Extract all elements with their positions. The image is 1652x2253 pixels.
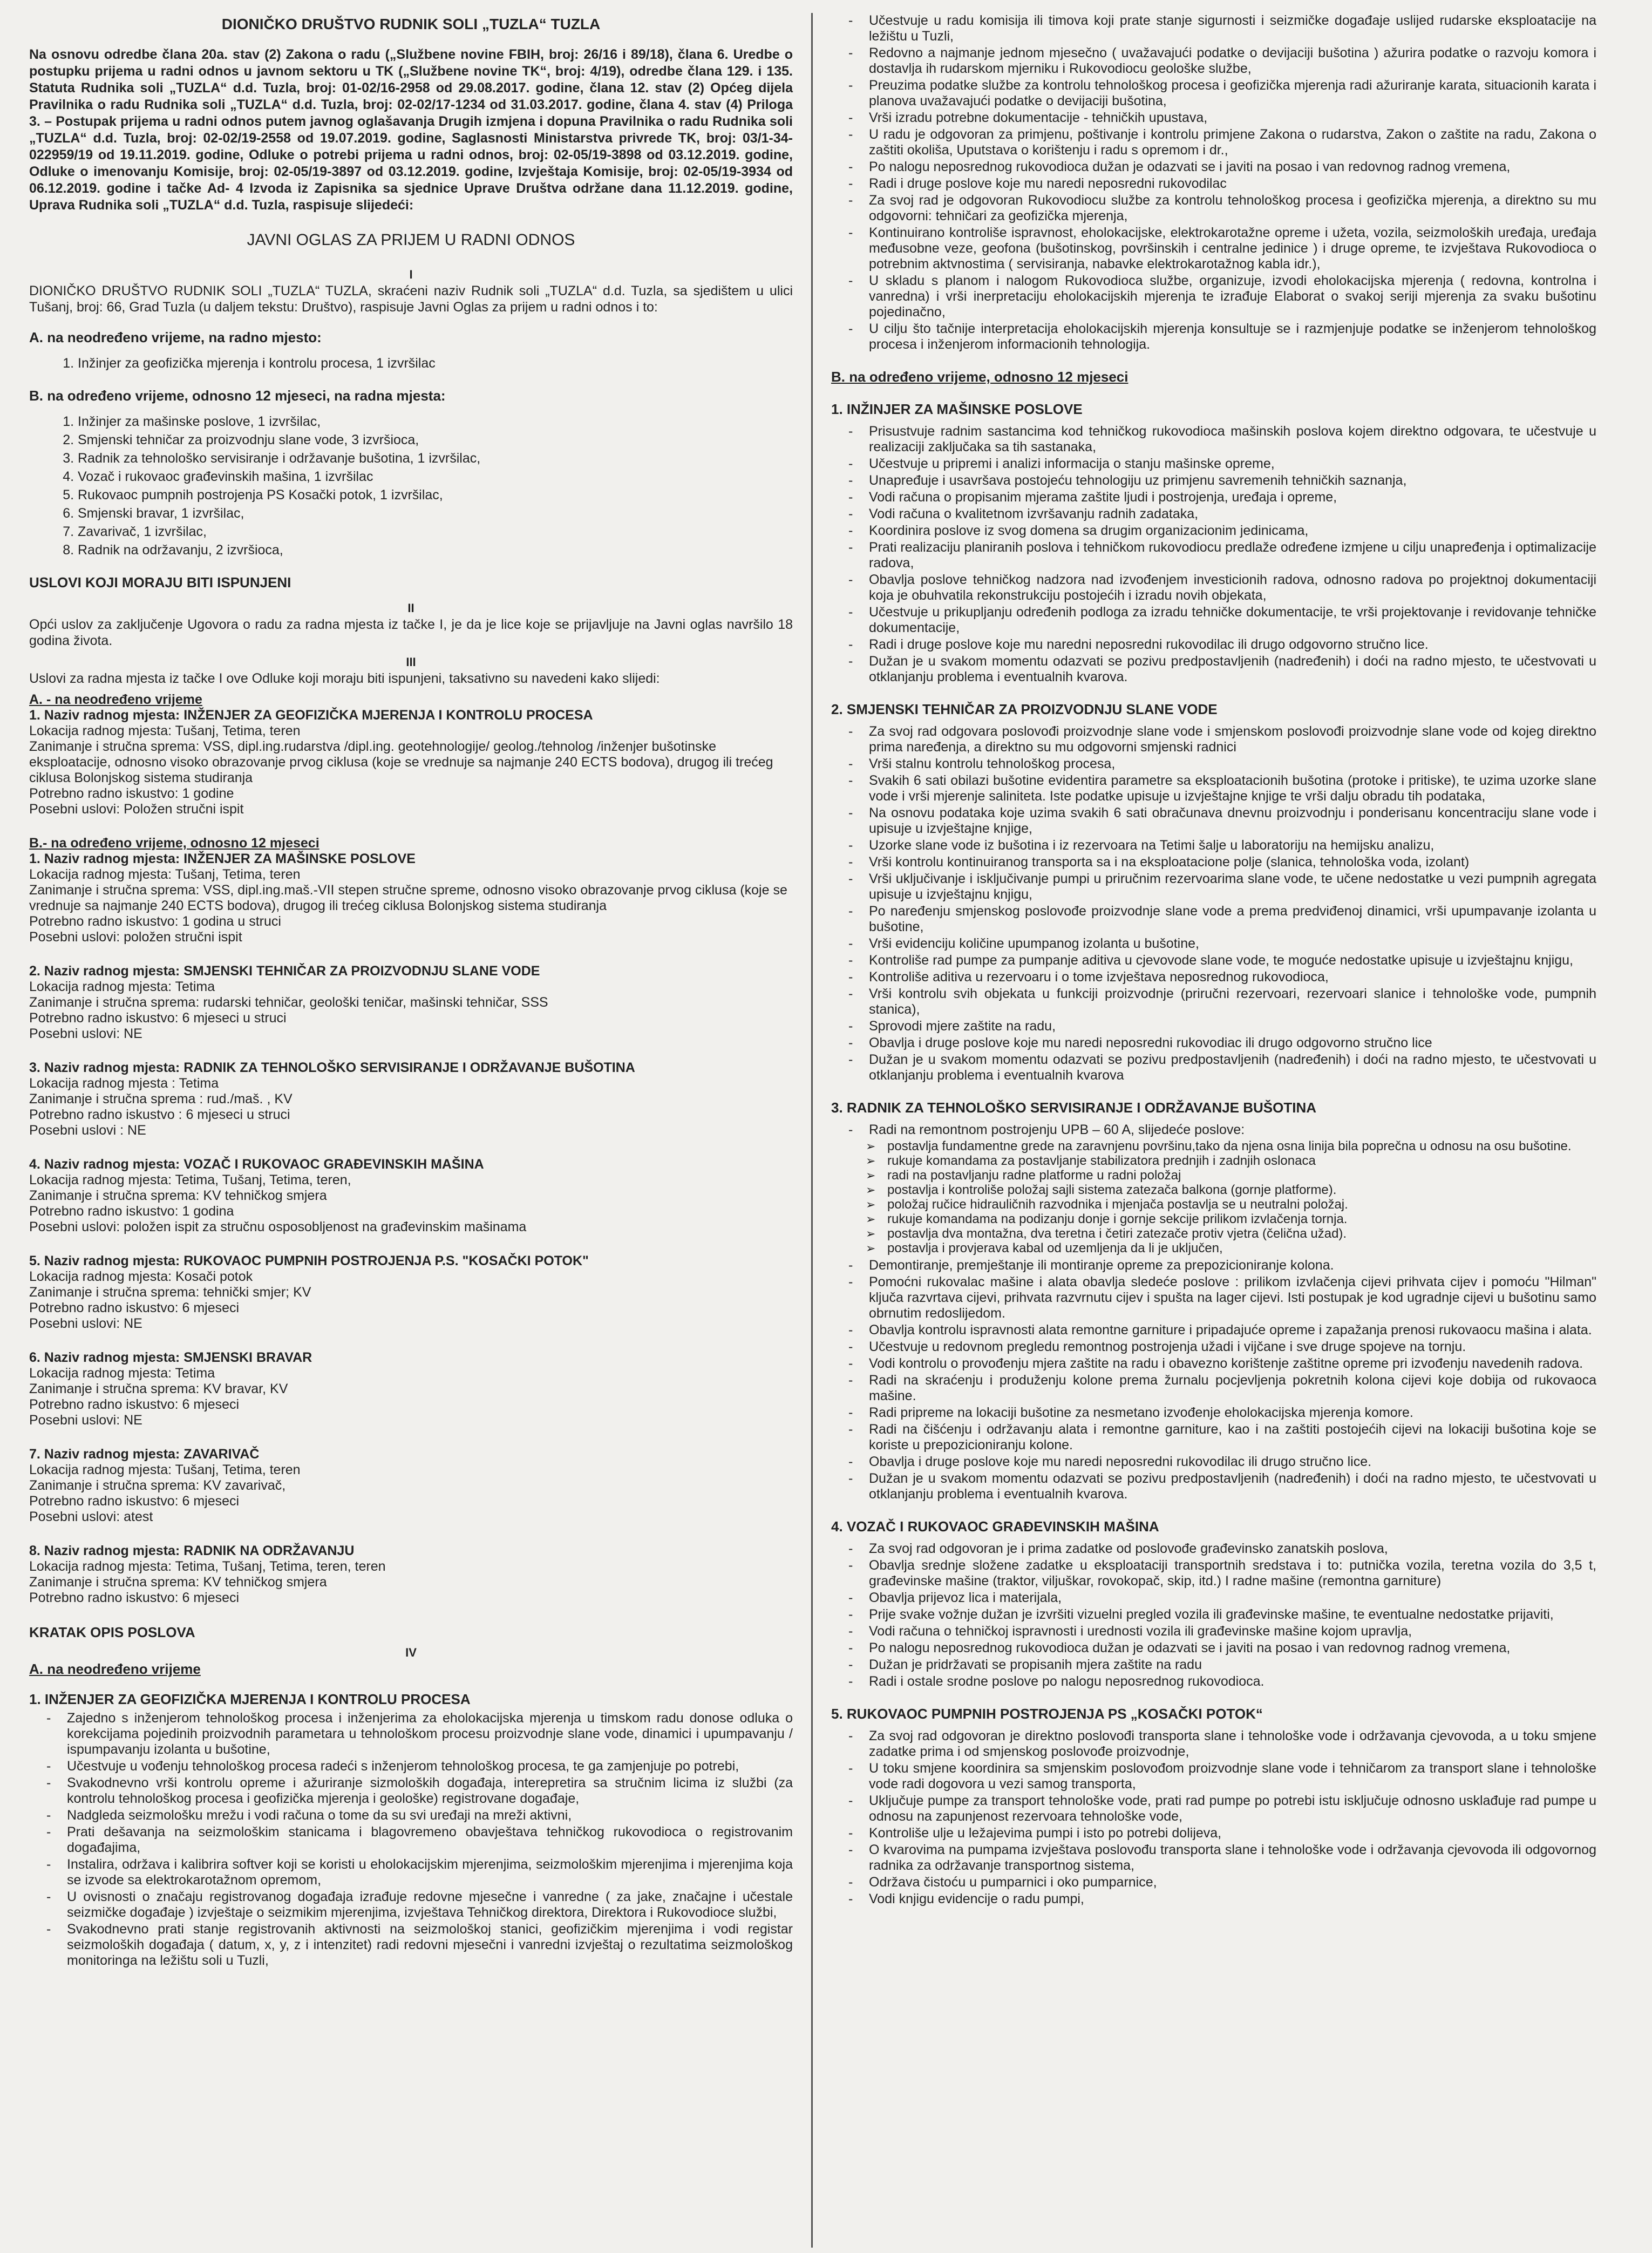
list-item: - Radi pripreme na lokaciji bušotine za nesmetano izvođenje eholokacijska mjerenja komore. (831, 1405, 1596, 1421)
section-numeral-1: I (409, 268, 413, 281)
rjob-5-list (831, 1728, 1596, 1907)
job-line: Lokacija radnog mjesta: Tetima (29, 1366, 215, 1381)
list-item: - Uzorke slane vode iz bušotina i iz rezervoara na Tetimi šalje u laboratoriju na hemijsku analizu, (831, 838, 1596, 853)
job-line: Lokacija radnog mjesta: Tetima, Tušanj, Tetima, teren, (29, 1172, 351, 1187)
requirements-a-label: A. - na neodređeno vrijeme (29, 692, 202, 707)
list-item: - Radi i ostale srodne poslove po nalogu neposrednog rukovodioca. (831, 1674, 1596, 1689)
document-title: DIONIČKO DRUŠTVO RUDNIK SOLI „TUZLA“ TUZLA (221, 16, 601, 32)
list-b (29, 413, 793, 558)
list-item: - U radu je odgovoran za primjenu, poštivanje i kontrolu primjene Zakona o rudarstva, Zakon o zaštite na radu, Zakona o zaštiti okoliša, Uputstava o korištenju i radu s opremom i dr., (831, 127, 1596, 158)
job-line: Posebni uslovi: NE (29, 1026, 142, 1041)
job-1-list-continued (831, 13, 1596, 352)
list-item: - Za svoj rad je odgovoran Rukovodiocu službe za kontrolu tehnološkog procesa i geofizička mjerenja, a direktno su mu odgovorni: tehničari za geofizička mjerenja, (831, 193, 1596, 224)
list-item: - Vodi kontrolu o provođenju mjera zaštite na radu i obavezno korištenje zaštitne opreme pri izvođenju navedenih radova. (831, 1356, 1596, 1372)
list-item: - Svakodnevno prati stanje registrovanih aktivnosti na seizmološkoj stanici, geofizičkim mjerenjima i vodi registar seizmoloških događaja ( datum, x, y, z i intenzitet) radi redovni mjesečni i vanredni izvještaj o rezultatima seizmološkog monitoringa na ležištu soli u Tuzli, (29, 1922, 793, 1969)
job-line: Lokacija radnog mjesta: Kosači potok (29, 1269, 253, 1284)
job-line: Potrebno radno iskustvo: 6 mjeseci u struci (29, 1010, 287, 1026)
job-line: Potrebno radno iskustvo: 6 mjeseci (29, 1590, 240, 1605)
list-a (29, 355, 793, 371)
section-numeral-4: IV (405, 1646, 417, 1659)
job-line: Zanimanje i stručna sprema: KV tehničkog smjera (29, 1575, 327, 1590)
list-item: - O kvarovima na pumpama izvještava poslovođu transporta slane i tehnološke vode i održavanja cjevovoda ili odgovornog radnika za održavanje transportnog sistema, (831, 1842, 1596, 1874)
list-item: - U ovisnosti o značaju registrovanog događaja izrađuje redovne mjesečne i vanredne ( za jake, značajne i učestale seizmičke događaje ) izvještaje o seizmikim mjerenjima, izvještava Tehničkog direktora, Direktora i Rukovodioce službi, (29, 1889, 793, 1921)
list-item: - Koordinira poslove iz svog domena sa drugim organizacionim jedinicama, (831, 523, 1596, 539)
job-line: Lokacija radnog mjesta: Tušanj, Tetima, teren (29, 723, 301, 738)
list-item: - Dužan je pridržavati se propisanih mjera zaštite na radu (831, 1657, 1596, 1673)
list-item: - Učestvuje u pripremi i analizi informacija o stanju mašinske opreme, (831, 456, 1596, 472)
list-item: - Održava čistoću u pumparnici i oko pumparnice, (831, 1875, 1596, 1890)
list-item: - Uključuje pumpe za transport tehnološke vode, prati rad pumpe po potrebi istu isključuje odnosno usklađuje rad pumpe u odnosu na zapunjenost rezervoara tehnološke vode, (831, 1793, 1596, 1824)
list-item: ➢ radi na postavljanju radne platforme u radni položaj (866, 1168, 1596, 1183)
short-description-heading: KRATAK OPIS POSLOVA (29, 1624, 195, 1640)
list-item: - Kontroliše aditiva u rezervoaru i o tome izvještava neposrednog rukovodioca, (831, 969, 1596, 985)
list-item: ➢ rukuje komandama na podizanju donje i gornje sekcije prilikom izvlačenja tornja. (866, 1212, 1596, 1226)
job-heading: 7. Naziv radnog mjesta: ZAVARIVAČ (29, 1447, 260, 1462)
list-item: - Kontroliše ulje u ležajevima pumpi i isto po potrebi dolijeva, (831, 1826, 1596, 1841)
section-a-heading: A. na neodređeno vrijeme, na radno mjesto: (29, 329, 322, 345)
list-item: - Prati realizaciju planiranih poslova i tehničkom rukovodiocu predlaže određene izmjene u cilju unapređenja i optimalizacije radova, (831, 540, 1596, 571)
list-item: ➢ postavlja i kontroliše položaj sajli sistema zatezača balkona (gornje platforme). (866, 1183, 1596, 1197)
list-item: - Po nalogu neposrednog rukovodioca dužan je odazvati se i javiti na posao i van redovnog radnog vremena, (831, 159, 1596, 175)
job-line: Posebni uslovi: NE (29, 1413, 142, 1428)
list-item: - Obavlja kontrolu ispravnosti alata remontne garniture i pripadajuće opreme i zapažanja prenosi rukovaocu mašina i alata. (831, 1322, 1596, 1338)
job-heading: 1. Naziv radnog mjesta: INŽENJER ZA MAŠINSKE POSLOVE (29, 851, 416, 866)
list-item: - Po nalogu neposrednog rukovodioca dužan je odazvati se i javiti na posao i van redovnog radnog vremena, (831, 1640, 1596, 1656)
list-item: - Radi i druge poslove koje mu naredi neposredni rukovodilac (831, 176, 1596, 192)
job-heading: 1. Naziv radnog mjesta: INŽENJER ZA GEOFIZIČKA MJERENJA I KONTROLU PROCESA (29, 708, 593, 723)
list-item: - Vrši evidenciju količine upumpanog izolanta u bušotine, (831, 936, 1596, 952)
section-b-heading: B. na određeno vrijeme, odnosno 12 mjeseci, na radna mjesta: (29, 388, 446, 404)
rjob-2-title: 2. SMJENSKI TEHNIČAR ZA PROIZVODNJU SLANE VODE (831, 701, 1218, 717)
job-line: Lokacija radnog mjesta: Tetima, Tušanj, Tetima, teren, teren (29, 1559, 386, 1574)
section-numeral-3: III (406, 655, 416, 669)
list-item: - Radi na čišćenju i održavanju alata i remontne garniture, kao i na zaštiti postojećih cijevi na lokaciji bušotina koje se koriste u prepozicioniranju kolone. (831, 1422, 1596, 1453)
job-line: Potrebno radno iskustvo : 6 mjeseci u struci (29, 1107, 290, 1122)
list-item: ➢ rukuje komandama za postavljanje stabilizatora prednjih i zadnjih oslonaca (866, 1153, 1596, 1168)
list-item: - Zajedno s inženjerom tehnološkog procesa i inženjerima za eholokacijska mjerenja u timskom radu donose odluka o korekcijama pojedinih proizvodnih parametara u tehnološkom procesu proizvodnje slane vode, dinamici i upumpavanju / ispumpavanju izolanta u bušotine, (29, 1711, 793, 1757)
conditions-paragraph-1: Opći uslov za zaključenje Ugovora o radu za radna mjesta iz tačke I, je da je lice koje se prijavljuje na Javni oglas navršilo 18 godina života. (29, 617, 793, 648)
list-item: - Obavlja poslove tehničkog nadzora nad izvođenjem investicionih radova, odnosno radova po projektnoj dokumentaciji koja je obuhvatila rekonstrukciju postojećih i izradu novih objekata, (831, 572, 1596, 603)
list-item: 8. Radnik na održavanju, 2 izvršioca, (78, 542, 793, 558)
short-description-a-label: A. na neodređeno vrijeme (29, 1661, 201, 1677)
job-line: Potrebno radno iskustvo: 6 mjeseci (29, 1494, 240, 1509)
list-item: - Vodi računa o tehničkoj ispravnosti i urednosti vozila ili građevinske mašine kojom upravlja, (831, 1624, 1596, 1639)
job-line: Potrebno radno iskustvo: 1 godine (29, 786, 234, 801)
list-item: - Obavlja prijevoz lica i materijala, (831, 1590, 1596, 1606)
job-heading: 4. Naziv radnog mjesta: VOZAČ I RUKOVAOC GRAĐEVINSKIH MAŠINA (29, 1157, 484, 1172)
list-item: 7. Zavarivač, 1 izvršilac, (78, 524, 793, 540)
company-paragraph: DIONIČKO DRUŠTVO RUDNIK SOLI „TUZLA“ TUZLA, skraćeni naziv Rudnik soli „TUZLA“ d.d. Tuzla, sa sjedištem u ulici Tušanj, broj: 66, Grad Tuzla (u daljem tekstu: Društvo), raspisuje Javni Oglas za prijem u radni odnos i to: (29, 283, 793, 315)
list-item: 3. Radnik za tehnološko servisiranje i održavanje bušotina, 1 izvršilac, (78, 450, 793, 466)
list-item: - Učestvuje u redovnom pregledu remontnog postrojenja užadi i vijčane i sve druge spojeve na tornju. (831, 1339, 1596, 1355)
list-item: - Unapređuje i usavršava postojeću tehnologiju uz primjenu savremenih tehničkih saznanja, (831, 473, 1596, 488)
list-item: 2. Smjenski tehničar za proizvodnju slane vode, 3 izvršioca, (78, 432, 793, 448)
rjob-1-title: 1. INŽINJER ZA MAŠINSKE POSLOVE (831, 401, 1083, 417)
job-heading: 6. Naziv radnog mjesta: SMJENSKI BRAVAR (29, 1350, 312, 1365)
requirements-b-label: B.- na određeno vrijeme, odnosno 12 mjeseci (29, 836, 319, 851)
list-item: - Redovno a najmanje jednom mjesečno ( uvažavajući podatke o devijaciji bušotina ) ažurira podatke o razvoju komora i dostavlja ih rudarskom mjerniku i Rukovodiocu geološke službe, (831, 45, 1596, 77)
list-item: - Demontiranje, premještanje ili montiranje opreme za prepozicioniranje kolona. (831, 1258, 1596, 1273)
list-item: ➢ postavlja i provjerava kabal od uzemljenja da li je uključen, (866, 1241, 1596, 1256)
job-line: Zanimanje i stručna sprema: VSS, dipl.ing.maš.-VII stepen stručne spreme, odnosno visoko obrazovanje prvog ciklusa (koje se vrednuje sa najmanje 240 ECTS bodova), drugog ili trećeg ciklusa Bolonjskog sistema studiranja (29, 883, 787, 913)
conditions-paragraph-2: Uslovi za radna mjesta iz tačke I ove Odluke koji moraju biti ispunjeni, taksativno su navedeni kako slijedi: (29, 671, 660, 686)
job-line: Zanimanje i stručna sprema: rudarski tehničar, geološki teničar, mašinski tehničar, SSS (29, 995, 548, 1010)
job-line: Posebni uslovi: položen ispit za stručnu osposobljenost na građevinskim mašinama (29, 1219, 527, 1234)
list-item: - Po naređenju smjenskog poslovođe proizvodnje slane vode a prema predviđenoj dinamici, vrši upumpavanje izolanta u bušotine, (831, 904, 1596, 935)
list-item: 5. Rukovaoc pumpnih postrojenja PS Kosački potok, 1 izvršilac, (78, 487, 793, 503)
requirements-b-7 (29, 1447, 793, 1525)
rjob-1-list (831, 424, 1596, 685)
requirements-b-8 (29, 1543, 793, 1606)
list-item: - Vodi računa o propisanim mjerama zaštite ljudi i postrojenja, uređaja i opreme, (831, 490, 1596, 505)
list-item: ➢ položaj ručice hidrauličnih razvodnika i mjenjača postavlja se u neutralni položaj. (866, 1197, 1596, 1212)
list-item: - Vodi knjigu evidencije o radu pumpi, (831, 1891, 1596, 1907)
left-column (14, 13, 813, 2248)
list-item: - Prati dešavanja na seizmološkim stanicama i blagovremeno obavještava tehničkog rukovodioca o registrovanim događajima, (29, 1824, 793, 1856)
list-item: 1. Inžinjer za geofizička mjerenja i kontrolu procesa, 1 izvršilac (78, 355, 793, 371)
job-line: Zanimanje i stručna sprema: VSS, dipl.ing.rudarstva /dipl.ing. geotehnologije/ geolog./tehnolog /inženjer bušotinske eksploatacije, odnosno visoko obrazovanje prvog ciklusa (koje se vrednuje sa najmanje 240 ECTS bodova), drugog ili trećeg ciklusa Bolonjskog sistema studiranja (29, 739, 773, 785)
list-item: - Preuzima podatke službe za kontrolu tehnološkog procesa i geofizička mjerenja radi ažuriranje karata, situacionih karata i planova uvažavajući podatke o devijaciji bušotina, (831, 78, 1596, 109)
list-item: - Sprovodi mjere zaštite na radu, (831, 1019, 1596, 1034)
list-item: - Radi na remontnom postrojenju UPB – 60 A, slijedeće poslove: (831, 1122, 1596, 1138)
rjob-5-title: 5. RUKOVAOC PUMPNIH POSTROJENJA PS „KOSAČKI POTOK“ (831, 1706, 1263, 1722)
list-item: - Učestvuje u radu komisija ili timova koji prate stanje sigurnosti i seizmičke događaje uslijed rudarske eksploatacije na ležištu u Tuzli, (831, 13, 1596, 44)
rjob-3-list (831, 1258, 1596, 1502)
list-item: ➢ postavlja fundamentne grede na zaravnjenu površinu,tako da njena osna linija bila poprečna u odnosu na osu bušotine. (866, 1139, 1596, 1153)
list-item: - Učestvuje u vođenju tehnološkog procesa radeći s inženjerom tehnološkog procesa, te ga zamjenjuje po potrebi, (29, 1759, 793, 1774)
job-line: Potrebno radno iskustvo: 6 mjeseci (29, 1397, 240, 1412)
list-item: - Kontinuirano kontroliše ispravnost, eholokacijske, elektrokarotažne opreme i užeta, vozila, seizmoloških uređaja, uređaja međusobne veze, geofona (bušotinskog, površinskih i centralne jedinice ) i druge opreme, te izvještava Rukovodioca o potrebnim aktvnostima ( servisiranja, nabavke elektrokarotažnog kabla idr.), (831, 225, 1596, 272)
job-line: Posebni uslovi: NE (29, 1316, 142, 1331)
job-line: Posebni uslovi: položen stručni ispit (29, 929, 242, 945)
right-column (813, 13, 1612, 2248)
requirements-b-4 (29, 1157, 793, 1235)
job-1-title: 1. INŽENJER ZA GEOFIZIČKA MJERENJA I KONTROLU PROCESA (29, 1691, 471, 1707)
job-heading: 5. Naziv radnog mjesta: RUKOVAOC PUMPNIH POSTROJENJA P.S. "KOSAČKI POTOK" (29, 1253, 589, 1268)
job-line: Zanimanje i stručna sprema: KV zavarivač, (29, 1478, 286, 1493)
job-line: Posebni uslovi: atest (29, 1509, 153, 1524)
rjob-3-arrow-list (866, 1139, 1596, 1256)
list-item: - U toku smjene koordinira sa smjenskim poslovođom proizvodnje slane vode i tehničarom za transport slane i tehnološke vode radi dogovora u vezi samog transporta, (831, 1761, 1596, 1792)
list-item: - Radi na skraćenju i produženju kolone prema žurnalu pocjevljenja pokretnih kolona cijevi koje dobija od rukovaoca mašine. (831, 1373, 1596, 1404)
requirements-b-5 (29, 1253, 793, 1332)
job-heading: 8. Naziv radnog mjesta: RADNIK NA ODRŽAVANJU (29, 1543, 355, 1558)
list-item: - Vrši uključivanje i isključivanje pumpi u priručnim rezervoarima slane vode, te učene nedostatke u vezi pumpnih agregata upisuje u izvještajnu knjigu, (831, 871, 1596, 902)
job-line: Lokacija radnog mjesta : Tetima (29, 1076, 219, 1091)
job-line: Zanimanje i stručna sprema: KV tehničkog smjera (29, 1188, 327, 1203)
list-item: - Vrši kontrolu kontinuiranog transporta sa i na eksploatacione polje (slanica, tehnološka voda, izolant) (831, 854, 1596, 870)
list-item: - Radi i druge poslove koje mu naredni neposredni rukovodilac ili drugo odgovorno stručno lice. (831, 637, 1596, 653)
list-item: - Obavlja srednje složene zadatke u eksploataciji transportnih sredstava i to: putnička vozila, teretna vozila do 3,5 t, građevinske mašine (traktor, viljuškar, rovokopač, skip, itd.) I radne mašine (remontna garniture) (831, 1558, 1596, 1589)
list-item: - Prisustvuje radnim sastancima kod tehničkog rukovodioca mašinskih poslova kojem direktno odgovara, te učestvuje u realizaciji zaključaka sa tih sastanaka, (831, 424, 1596, 455)
job-heading: 3. Naziv radnog mjesta: RADNIK ZA TEHNOLOŠKO SERVISIRANJE I ODRŽAVANJE BUŠOTINA (29, 1060, 635, 1075)
job-line: Zanimanje i stručna sprema: KV bravar, KV (29, 1381, 288, 1396)
rjob-4-list (831, 1541, 1596, 1689)
job-1-list (29, 1711, 793, 1969)
list-item: - Dužan je u svakom momentu odazvati se pozivu predpostavljenih (nadređenih) i doći na radno mjesto, te učestvovati u otklanjanju problema i eventualnih kvarova (831, 1052, 1596, 1083)
job-line: Lokacija radnog mjesta: Tetima (29, 979, 215, 994)
list-item: - U skladu s planom i nalogom Rukovodioca službe, organizuje, izvodi eholokacijska mjerenja ( redovna, kontrolna i vanredna) i vrši inerpretaciju eholokacijskih mjerenja te izrađuje Elaborat o svakoj seriji mjerenja za svaku bušotinu pojedinačno, (831, 273, 1596, 320)
requirements-a (29, 692, 793, 817)
requirements-b-3 (29, 1060, 793, 1138)
job-line: Posebni uslovi: Položen stručni ispit (29, 802, 244, 817)
section-numeral-2: II (407, 601, 414, 615)
intro-paragraph: Na osnovu odredbe člana 20a. stav (2) Zakona o radu („Službene novine FBIH, broj: 26/16 i 89/18), člana 6. Uredbe o postupku prijema u radni odnos u javnom sektoru u TK („Službene novine TK“, broj: 4/19), odredbe člana 129. i 135. Statuta Rudnika soli „TUZLA“ d.d. Tuzla, broj: 01-02/16-2958 od 29.08.2017. godine, člana 12. stav (2) Općeg dijela Pravilnika o radu Rudnika soli „TUZLA“ d.d. Tuzla, broj: 02-02/17-1234 od 31.03.2017. godine, člana 4. stav (4) Priloga 3. – Postupak prijema u radni odnos putem javnog oglašavanja Drugih izmjena i dopuna Pravilnika o radu Rudnika soli „TUZLA“ d.d. Tuzla, broj: 02-02/19-2558 od 19.07.2019. godine, Saglasnosti Ministarstva privrede TK, broj: 03/1-34-022959/19 od 19.11.2019. godine, Odluke o potrebi prijema u radni odnos, broj: 02-05/19-3898 od 03.12.2019. godine, Odluke o imenovanju Komisije, broj: 02-05/19-3897 od 03.12.2019. godine, Izvještaja Komisije, broj: 02-05/19-3934 od 06.12.2019. godine i tačke Ad- 4 Izvoda iz Zapisnika sa sjednice Uprave Društva održane dana 11.12.2019. godine, Uprava Rudnika soli „TUZLA“ d.d. Tuzla, raspisuje slijedeći: (29, 47, 793, 213)
list-item: - Pomoćni rukovalac mašine i alata obavlja sledeće poslove : prilikom izvlačenja cijevi prihvata cijev i pomoću "Hilman" ključa razvrtava cijevi, prihvata razvrnutu cijev i spušta na lager cijevi. Isti postupak je kod ugradnje cijevi u bušotinu samo obrnutim redoslijedom. (831, 1274, 1596, 1321)
list-item: - Kontroliše rad pumpe za pumpanje aditiva u cjevovode slane vode, te moguće nedostatke upisuje u izvještajnu knjigu, (831, 953, 1596, 968)
job-line: Zanimanje i stručna sprema: tehnički smjer; KV (29, 1285, 311, 1300)
requirements-b-2 (29, 963, 793, 1042)
list-item: - Za svoj rad odgovoran je direktno poslovođi transporta slane i tehnološke vode i održavanja cjevovoda, a u toku smjene zadatke prima i od smjenskog poslovođe proizvodnje, (831, 1728, 1596, 1760)
list-item: - Obavlja i druge poslove koje mu naredi neposredni rukovodilac ili drugo stručno lice. (831, 1454, 1596, 1470)
list-item: - Svakodnevno vrši kontrolu opreme i ažuriranje sizmoloških događaja, interepretira sa stručnim licima iz službi (za kontrolu tehnološkog procesa i geofizička mjerenja i geološke) registrovane događaje, (29, 1775, 793, 1807)
list-item: ➢ postavlja dva montažna, dva teretna i četiri zatezače protiv vjetra (čelična užad). (866, 1226, 1596, 1241)
list-item: - U cilju što tačnije interpretacija eholokacijskih mjerenja konsultuje se i razmjenjuje podatke se inženjerom tehnološkog procesa i inženjerom informacionih tehnologija. (831, 321, 1596, 352)
requirements-b-6 (29, 1350, 793, 1428)
list-item: - Vodi računa o kvalitetnom izvršavanju radnih zadataka, (831, 506, 1596, 522)
rjob-3-lead (831, 1122, 1596, 1138)
rjob-4-title: 4. VOZAČ I RUKOVAOC GRAĐEVINSKIH MAŠINA (831, 1518, 1159, 1535)
list-item: - Za svoj rad odgovara poslovođi proizvodnje slane vode i smjenskom poslovođi proizvodnje slane vode od kojeg direktno prima naređenja, a direktno su mu odgovorni smjenski radnici (831, 724, 1596, 755)
job-line: Posebni uslovi : NE (29, 1123, 146, 1138)
list-item: - Instalira, održava i kalibrira softver koji se koristi u eholokacijskim mjerenjima, seizmološkim mjerenjima i mjerenjima koja se izvode sa elektrokarotažnom opremom, (29, 1857, 793, 1888)
list-item: - Na osnovu podataka koje uzima svakih 6 sati obračunava dnevnu proizvodnju i ponderisanu koncentraciju slane vode i upisuje u izvještajne knjige, (831, 805, 1596, 837)
job-line: Potrebno radno iskustvo: 6 mjeseci (29, 1300, 240, 1315)
list-item: - Dužan je u svakom momentu odazvati se pozivu predpostavljenih (nadređenih) i doći na radno mjesto, te učestvovati u otklanjanju problema i eventualnih kvarova. (831, 654, 1596, 685)
short-description-b-label: B. na određeno vrijeme, odnosno 12 mjeseci (831, 369, 1128, 385)
list-item: - Svakih 6 sati obilazi bušotine evidentira parametre sa eksploatacionih bušotina (protoke i pritiske), te uzima uzorke slane vode i vrši mjerenje saliniteta. Iste podatke upisuje u izvještajne knjige te vrši dalju obradu tih podataka, (831, 773, 1596, 804)
rjob-3-title: 3. RADNIK ZA TEHNOLOŠKO SERVISIRANJE I ODRŽAVANJE BUŠOTINA (831, 1100, 1317, 1116)
list-item: 6. Smjenski bravar, 1 izvršilac, (78, 505, 793, 521)
job-line: Lokacija radnog mjesta: Tušanj, Tetima, teren (29, 1462, 301, 1477)
list-item: - Vrši izradu potrebne dokumentacije - tehničkih upustava, (831, 110, 1596, 126)
list-item: 4. Vozač i rukovaoc građevinskih mašina, 1 izvršilac (78, 469, 793, 485)
list-item: - Nadgleda seizmološku mrežu i vodi računa o tome da su svi uređaji na mreži aktivni, (29, 1808, 793, 1823)
list-item: - Obavlja i druge poslove koje mu naredi neposredni rukovodiac ili drugo odgovorno stručno lice (831, 1035, 1596, 1051)
list-item: - Vrši kontrolu svih objekata u funkciji proizvodnje (priručni rezervoari, rezervoari slanice i tehnološke vode, pumpnih stanica), (831, 986, 1596, 1017)
job-line: Zanimanje i stručna sprema : rud./maš. , KV (29, 1091, 293, 1107)
job-line: Lokacija radnog mjesta: Tušanj, Tetima, teren (29, 867, 301, 882)
requirements-b-1 (29, 836, 793, 945)
job-heading: 2. Naziv radnog mjesta: SMJENSKI TEHNIČAR ZA PROIZVODNJU SLANE VODE (29, 963, 540, 979)
job-line: Potrebno radno iskustvo: 1 godina u struci (29, 914, 281, 929)
announcement-heading: JAVNI OGLAS ZA PRIJEM U RADNI ODNOS (247, 231, 575, 249)
list-item: - Vrši stalnu kontrolu tehnološkog procesa, (831, 756, 1596, 772)
list-item: - Prije svake vožnje dužan je izvršiti vizuelni pregled vozila ili građevinske mašine, te eventualne nedostatke prijaviti, (831, 1607, 1596, 1623)
list-item: - Učestvuje u prikupljanju određenih podloga za izradu tehničke dokumentacije, te vrši projektovanje i revidovanje tehničke dokumentacije, (831, 605, 1596, 636)
list-item: - Za svoj rad odgovoran je i prima zadatke od poslovođe građevinsko zanatskih poslova, (831, 1541, 1596, 1557)
rjob-2-list (831, 724, 1596, 1083)
list-item: 1. Inžinjer za mašinske poslove, 1 izvršilac, (78, 413, 793, 430)
conditions-heading: USLOVI KOJI MORAJU BITI ISPUNJENI (29, 574, 291, 591)
list-item: - Dužan je u svakom momentu odazvati se pozivu predpostavljenih (nadređenih) i doći na radno mjesto, te učestvovati u otklanjanju problema i eventualnih kvarova. (831, 1471, 1596, 1502)
job-line: Potrebno radno iskustvo: 1 godina (29, 1204, 234, 1219)
